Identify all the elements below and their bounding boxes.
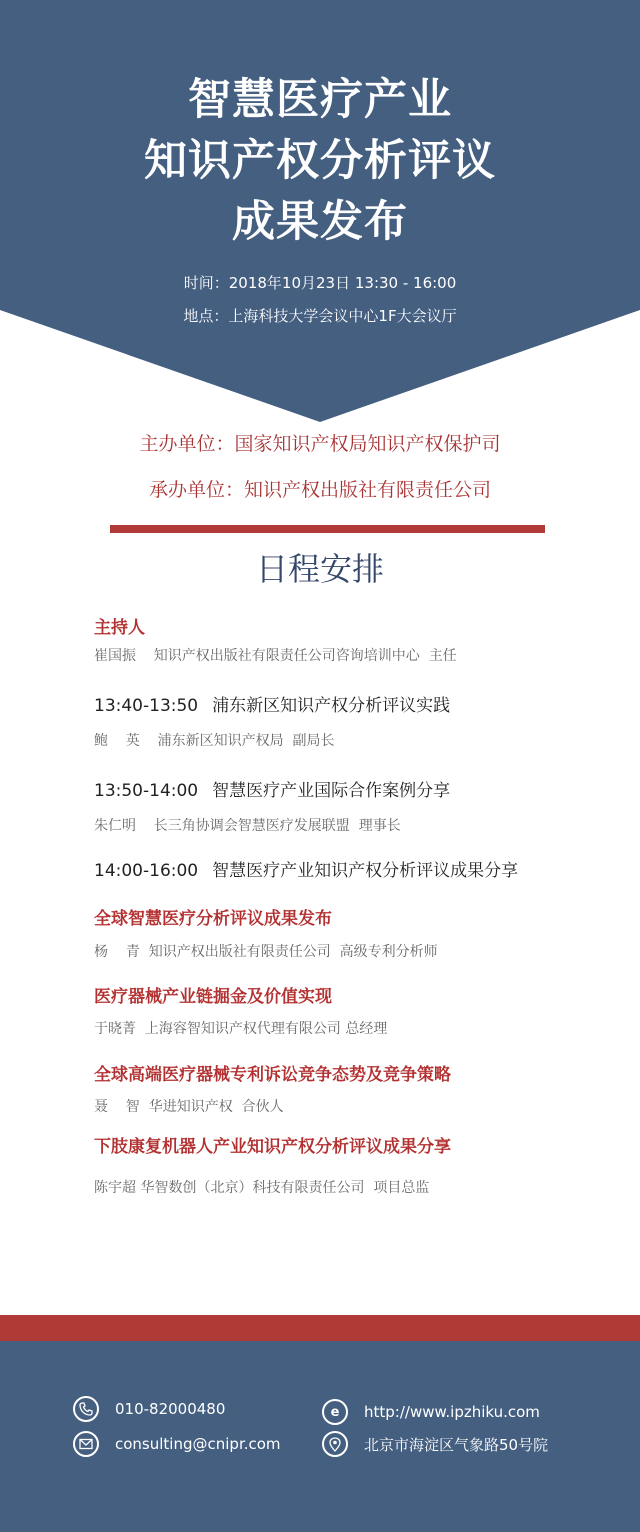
host-organization: 主办单位：国家知识产权局知识产权保护司 xyxy=(139,433,501,455)
schedule-item-time: 14:00-16:00 xyxy=(94,861,199,881)
schedule-item-topic: 智慧医疗产业知识产权分析评议成果分享 xyxy=(212,861,519,881)
website-url: http://www.ipzhiku.com xyxy=(364,1403,540,1421)
contact-website[interactable] xyxy=(322,1399,540,1425)
subtopic-title: 下肢康复机器人产业知识产权分析评议成果分享 xyxy=(94,1137,451,1157)
section-divider xyxy=(110,525,545,533)
subtopic-title: 全球智慧医疗分析评议成果发布 xyxy=(94,909,332,929)
schedule-item-speaker: 朱仁明 长三角协调会智慧医疗发展联盟 理事长 xyxy=(94,818,401,834)
phone-icon xyxy=(73,1396,99,1422)
phone-number: 010-82000480 xyxy=(115,1400,226,1418)
subtopic-speaker: 杨 青 知识产权出版社有限责任公司 高级专利分析师 xyxy=(94,944,438,960)
schedule-item-time: 13:50-14:00 xyxy=(94,781,199,801)
title-line-2: 知识产权分析评议 xyxy=(144,136,496,186)
browser-icon: e xyxy=(322,1399,348,1425)
mail-icon xyxy=(73,1431,99,1457)
moderator-label: 主持人 xyxy=(94,618,145,638)
schedule-item xyxy=(94,859,518,883)
schedule-item-speaker: 鲍 英 浦东新区知识产权局 副局长 xyxy=(94,733,335,749)
contact-email[interactable] xyxy=(73,1431,281,1457)
schedule-item xyxy=(94,694,450,718)
address-text: 北京市海淀区气象路50号院 xyxy=(364,1435,549,1454)
email-address: consulting@cnipr.com xyxy=(115,1435,281,1453)
organizer: 承办单位：知识产权出版社有限责任公司 xyxy=(148,479,491,501)
subtopic-speaker: 陈宇超 华智数创（北京）科技有限责任公司 项目总监 xyxy=(94,1180,430,1196)
location-pin-icon xyxy=(322,1431,348,1457)
title-line-3: 成果发布 xyxy=(232,197,408,247)
subtopic-speaker: 聂 智 华进知识产权 合伙人 xyxy=(94,1099,284,1115)
schedule-item-topic: 浦东新区知识产权分析评议实践 xyxy=(212,696,451,716)
schedule-item-topic: 智慧医疗产业国际合作案例分享 xyxy=(212,781,451,801)
contact-phone[interactable] xyxy=(73,1396,225,1422)
schedule-item-time: 13:40-13:50 xyxy=(94,696,199,716)
title-line-1: 智慧医疗产业 xyxy=(188,75,452,125)
subtopic-title: 全球高端医疗器械专利诉讼竞争态势及竞争策略 xyxy=(94,1065,451,1085)
event-location: 地点：上海科技大学会议中心1F大会议厅 xyxy=(183,307,457,325)
footer-red-band xyxy=(0,1315,640,1341)
event-time: 时间：2018年10月23日 13:30 - 16:00 xyxy=(183,274,457,292)
subtopic-title: 医疗器械产业链掘金及价值实现 xyxy=(94,987,332,1007)
schedule-item xyxy=(94,779,450,803)
contact-address xyxy=(322,1431,548,1457)
moderator-info: 崔国振 知识产权出版社有限责任公司咨询培训中心 主任 xyxy=(94,648,457,664)
subtopic-speaker: 于晓菁 上海容智知识产权代理有限公司 总经理 xyxy=(94,1021,388,1037)
schedule-title: 日程安排 xyxy=(255,550,384,588)
